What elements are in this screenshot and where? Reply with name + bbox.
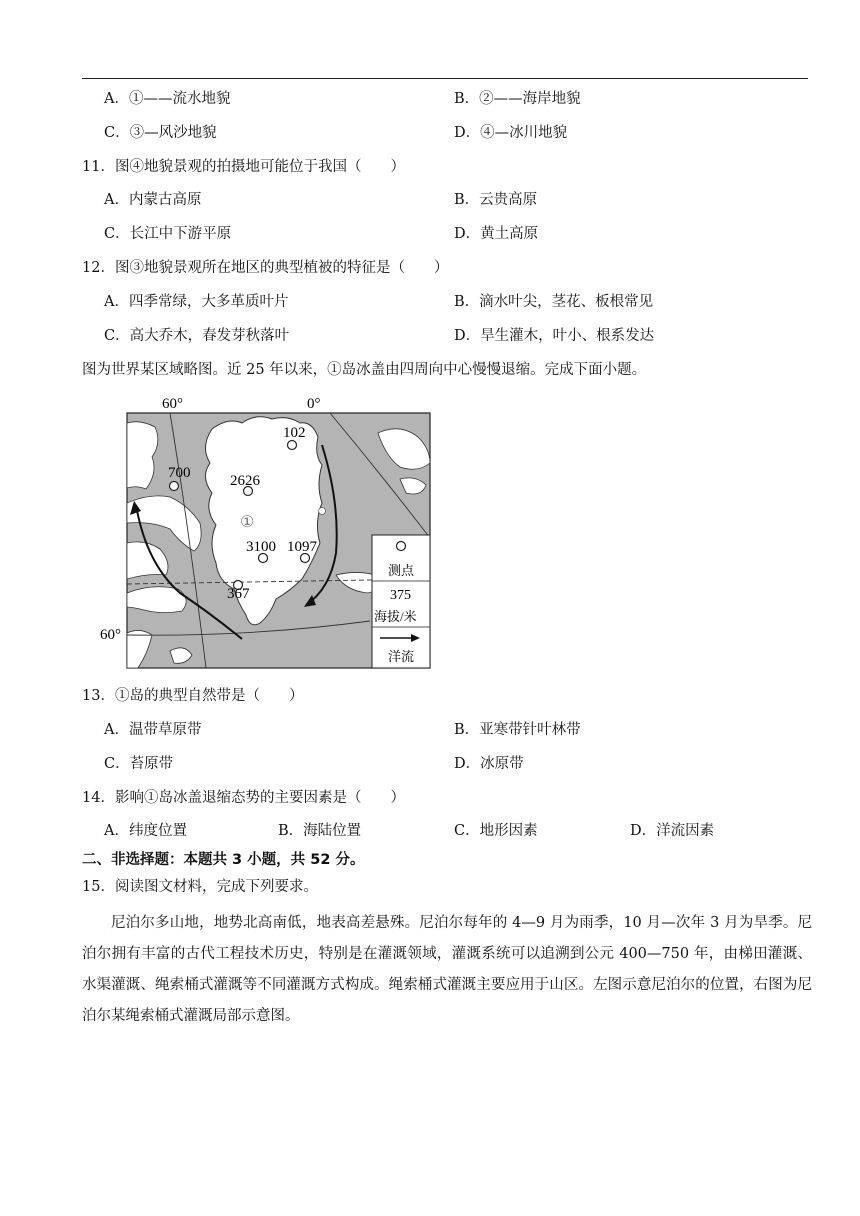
q14-option-a[interactable]: A．纬度位置	[104, 823, 187, 839]
label-102: 102	[283, 425, 306, 441]
q14-option-b[interactable]: B．海陆位置	[278, 823, 362, 839]
label-island: ①	[240, 514, 255, 531]
q13-option-a[interactable]: A．温带草原带	[104, 722, 202, 738]
q12-option-d[interactable]: D．旱生灌木，叶小、根系发达	[454, 328, 655, 344]
q12-stem: 12．图③地貌景观所在地区的典型植被的特征是（ ）	[82, 260, 449, 276]
q10-option-b[interactable]: B．②——海岸地貌	[454, 91, 581, 107]
q14-stem: 14．影响①岛冰盖退缩态势的主要因素是（ ）	[82, 790, 405, 806]
region-map	[100, 393, 440, 673]
q13-option-c[interactable]: C．苔原带	[104, 756, 174, 772]
label-367: 367	[227, 586, 250, 602]
label-700: 700	[168, 465, 191, 481]
small-islet	[319, 508, 326, 515]
q11-option-c[interactable]: C．长江中下游平原	[104, 226, 232, 242]
label-2626: 2626	[230, 473, 260, 489]
q12-option-b[interactable]: B．滴水叶尖，茎花、板根常见	[454, 294, 654, 310]
q11-option-b[interactable]: B．云贵高原	[454, 192, 538, 208]
q10-option-d[interactable]: D．④—冰川地貌	[454, 125, 568, 141]
label-lon-0: 0°	[307, 396, 321, 412]
header-rule	[82, 78, 808, 79]
q15-paragraph: 尼泊尔多山地，地势北高南低，地表高差悬殊。尼泊尔每年的 4—9 月为雨季，10 月—次年 3 月为旱季。尼泊尔拥有丰富的古代工程技术历史，特别是在灌溉领域，灌溉系统可以追溯到公元 400—750 年，由梯田灌溉、水渠灌溉、绳索桶式灌溉等不同灌溉方式构成。绳索桶式灌溉主要应用于山区。左图示意尼泊尔的位置，右图为尼泊尔某绳索桶式灌溉局部示意图。	[82, 915, 812, 1024]
q11-stem: 11．图④地貌景观的拍摄地可能位于我国（ ）	[82, 159, 405, 175]
q13-stem: 13．①岛的典型自然带是（ ）	[82, 688, 304, 704]
legend-value-label: 海拔/米	[374, 609, 417, 624]
q12-option-c[interactable]: C．高大乔木，春发芽秋落叶	[104, 328, 290, 344]
point-700	[170, 482, 179, 491]
q11-option-d[interactable]: D．黄土高原	[454, 226, 539, 242]
q10-option-a[interactable]: A．①——流水地貌	[104, 91, 231, 107]
q10-option-c[interactable]: C．③—风沙地貌	[104, 125, 217, 141]
q14-option-d[interactable]: D．洋流因素	[630, 823, 715, 839]
q13-option-d[interactable]: D．冰原带	[454, 756, 524, 772]
q12-option-a[interactable]: A．四季常绿，大多革质叶片	[104, 294, 289, 310]
label-lat-60: 60°	[100, 627, 121, 643]
label-1097: 1097	[287, 539, 317, 555]
label-lon-60: 60°	[162, 396, 183, 412]
map-intro-text: 图为世界某区域略图。近 25 年以来，①岛冰盖由四周向中心慢慢退缩。完成下面小题。	[82, 362, 647, 378]
point-102	[288, 441, 297, 450]
legend-point-label: 测点	[388, 563, 415, 578]
legend-value: 375	[390, 588, 411, 603]
q13-option-b[interactable]: B．亚寒带针叶林带	[454, 722, 581, 738]
section-heading: 二、非选择题：本题共 3 小题，共 52 分。	[82, 852, 365, 868]
legend-point-icon	[397, 542, 406, 551]
label-3100: 3100	[246, 539, 276, 555]
legend-current-label: 洋流	[388, 649, 415, 664]
q14-option-c[interactable]: C．地形因素	[454, 823, 538, 839]
q15-stem: 15．阅读图文材料，完成下列要求。	[82, 879, 318, 895]
q11-option-a[interactable]: A．内蒙古高原	[104, 192, 202, 208]
